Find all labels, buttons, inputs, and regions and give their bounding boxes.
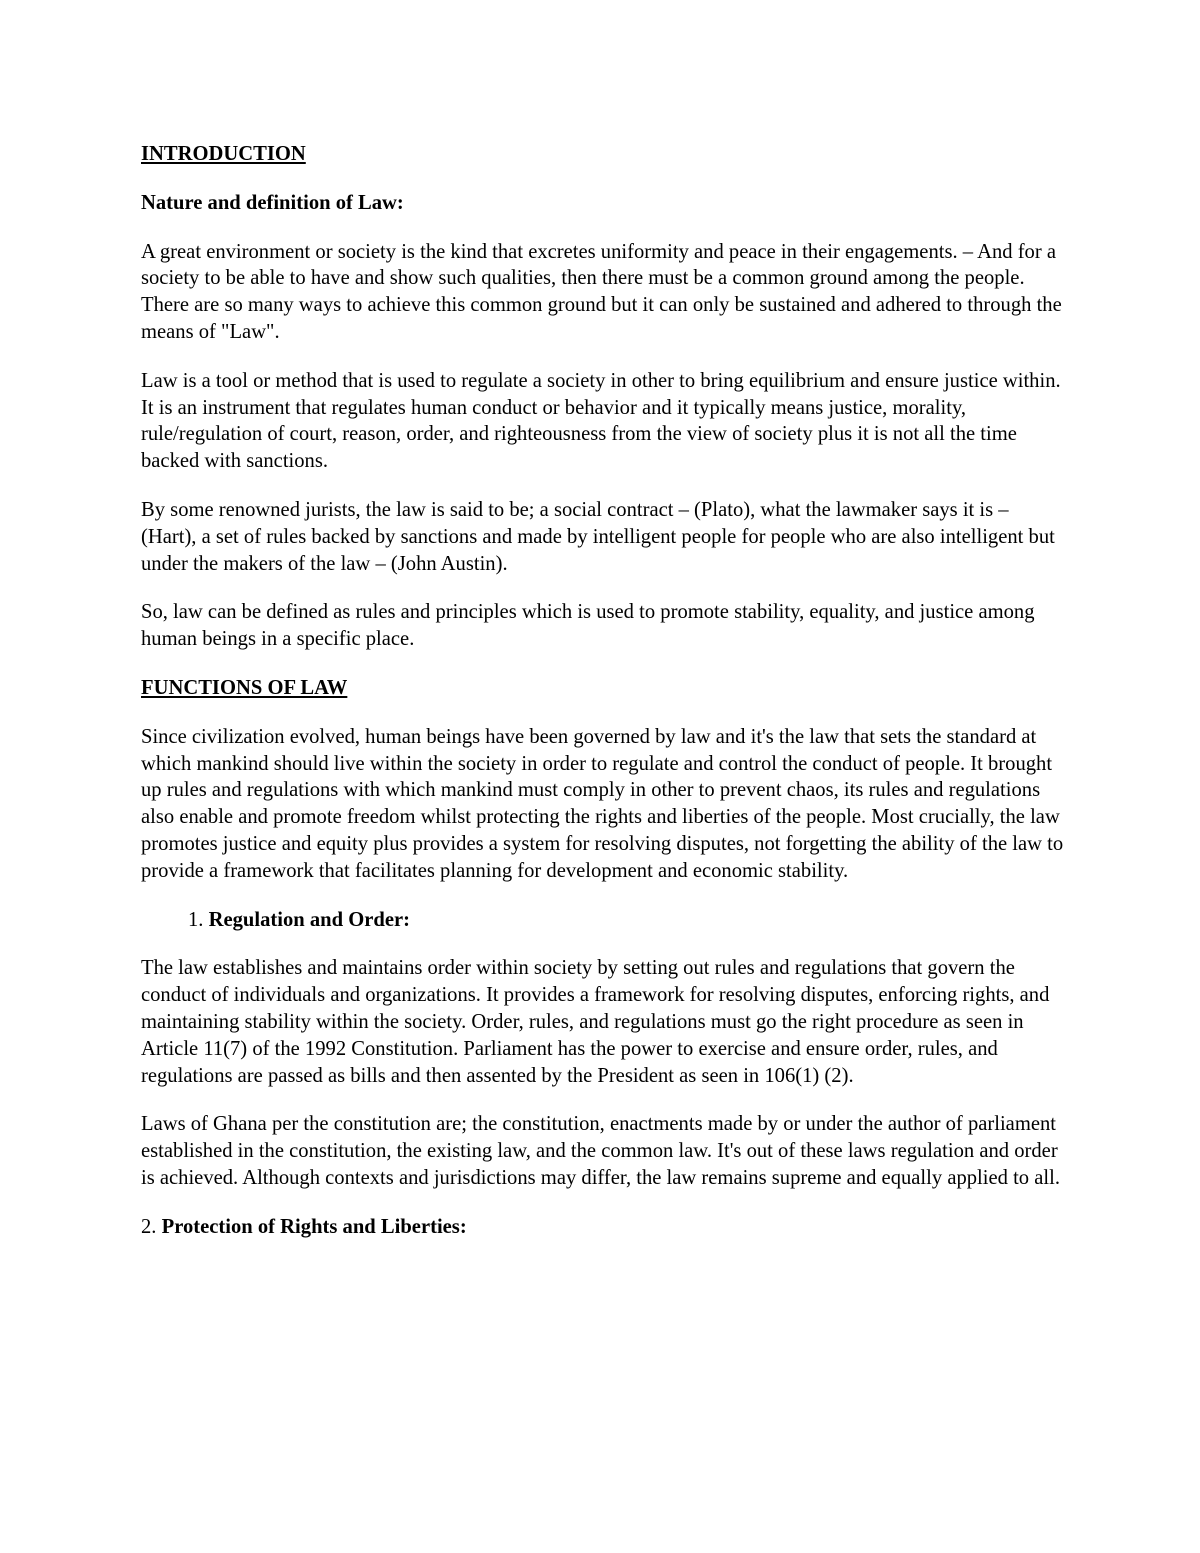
intro-paragraph-4: So, law can be defined as rules and principles which is used to promote stability, equality, and justice among human beings in a specific place.: [141, 601, 1035, 651]
document-body: [141, 141, 1066, 1263]
nature-definition-heading: Nature and definition of Law:: [141, 191, 404, 214]
item-1-number: 1.: [188, 908, 204, 931]
introduction-heading: INTRODUCTION: [141, 143, 306, 165]
intro-paragraph-2: Law is a tool or method that is used to regulate a society in other to bring equilibrium and ensure justice within. It is an instrument that regulates human conduct or behavior and it typically means justice, morality, rule/regulation of court, reason, order, and righteousness from the view of society plus it is not all the time backed with sanctions.: [141, 369, 1061, 473]
regulation-paragraph-2: Laws of Ghana per the constitution are; the constitution, enactments made by or under the author of parliament established in the constitution, the existing law, and the common law. It's out of these laws regulation and order is achieved. Although contexts and jurisdictions may differ, the law remains supreme and equally applied to all.: [141, 1113, 1060, 1189]
item-2-number: 2.: [141, 1215, 157, 1238]
functions-paragraph: Since civilization evolved, human beings have been governed by law and it's the law that sets the standard at which mankind should live within the society in order to regulate and control the conduct of people. It brought up rules and regulations with which mankind must comply in other to prevent chaos, its rules and regulations also enable and promote freedom whilst protecting the rights and liberties of the people. Most crucially, the law promotes justice and equity plus provides a system for resolving disputes, not forgetting the ability of the law to provide a framework that facilitates planning for development and economic stability.: [141, 725, 1064, 882]
intro-paragraph-3: By some renowned jurists, the law is said to be; a social contract – (Plato), what the lawmaker says it is – (Hart), a set of rules backed by sanctions and made by intelligent people for people who are also intelligent but under the makers of the law – (John Austin).: [141, 498, 1055, 575]
functions-heading: FUNCTIONS OF LAW: [141, 676, 348, 699]
item-2-title: Protection of Rights and Liberties:: [161, 1215, 467, 1238]
item-1-title: Regulation and Order:: [208, 908, 410, 931]
numbered-item-1: [141, 907, 1066, 934]
regulation-paragraph-1: The law establishes and maintains order within society by setting out rules and regulations that govern the conduct of individuals and organizations. It provides a framework for resolving disputes, enforcing rights, and maintaining stability within the society. Order, rules, and regulations must go the right procedure as seen in Article 11(7) of the 1992 Constitution. Parliament has the power to exercise and ensure order, rules, and regulations are passed as bills and then assented by the President as seen in 106(1) (2).: [141, 957, 1050, 1087]
intro-paragraph-1: A great environment or society is the kind that excretes uniformity and peace in their engagements. – And for a society to be able to have and show such qualities, then there must be a common ground among the people. There are so many ways to achieve this common ground but it can only be sustained and adhered to through the means of "Law".: [141, 240, 1062, 343]
numbered-item-2: [141, 1214, 1066, 1241]
